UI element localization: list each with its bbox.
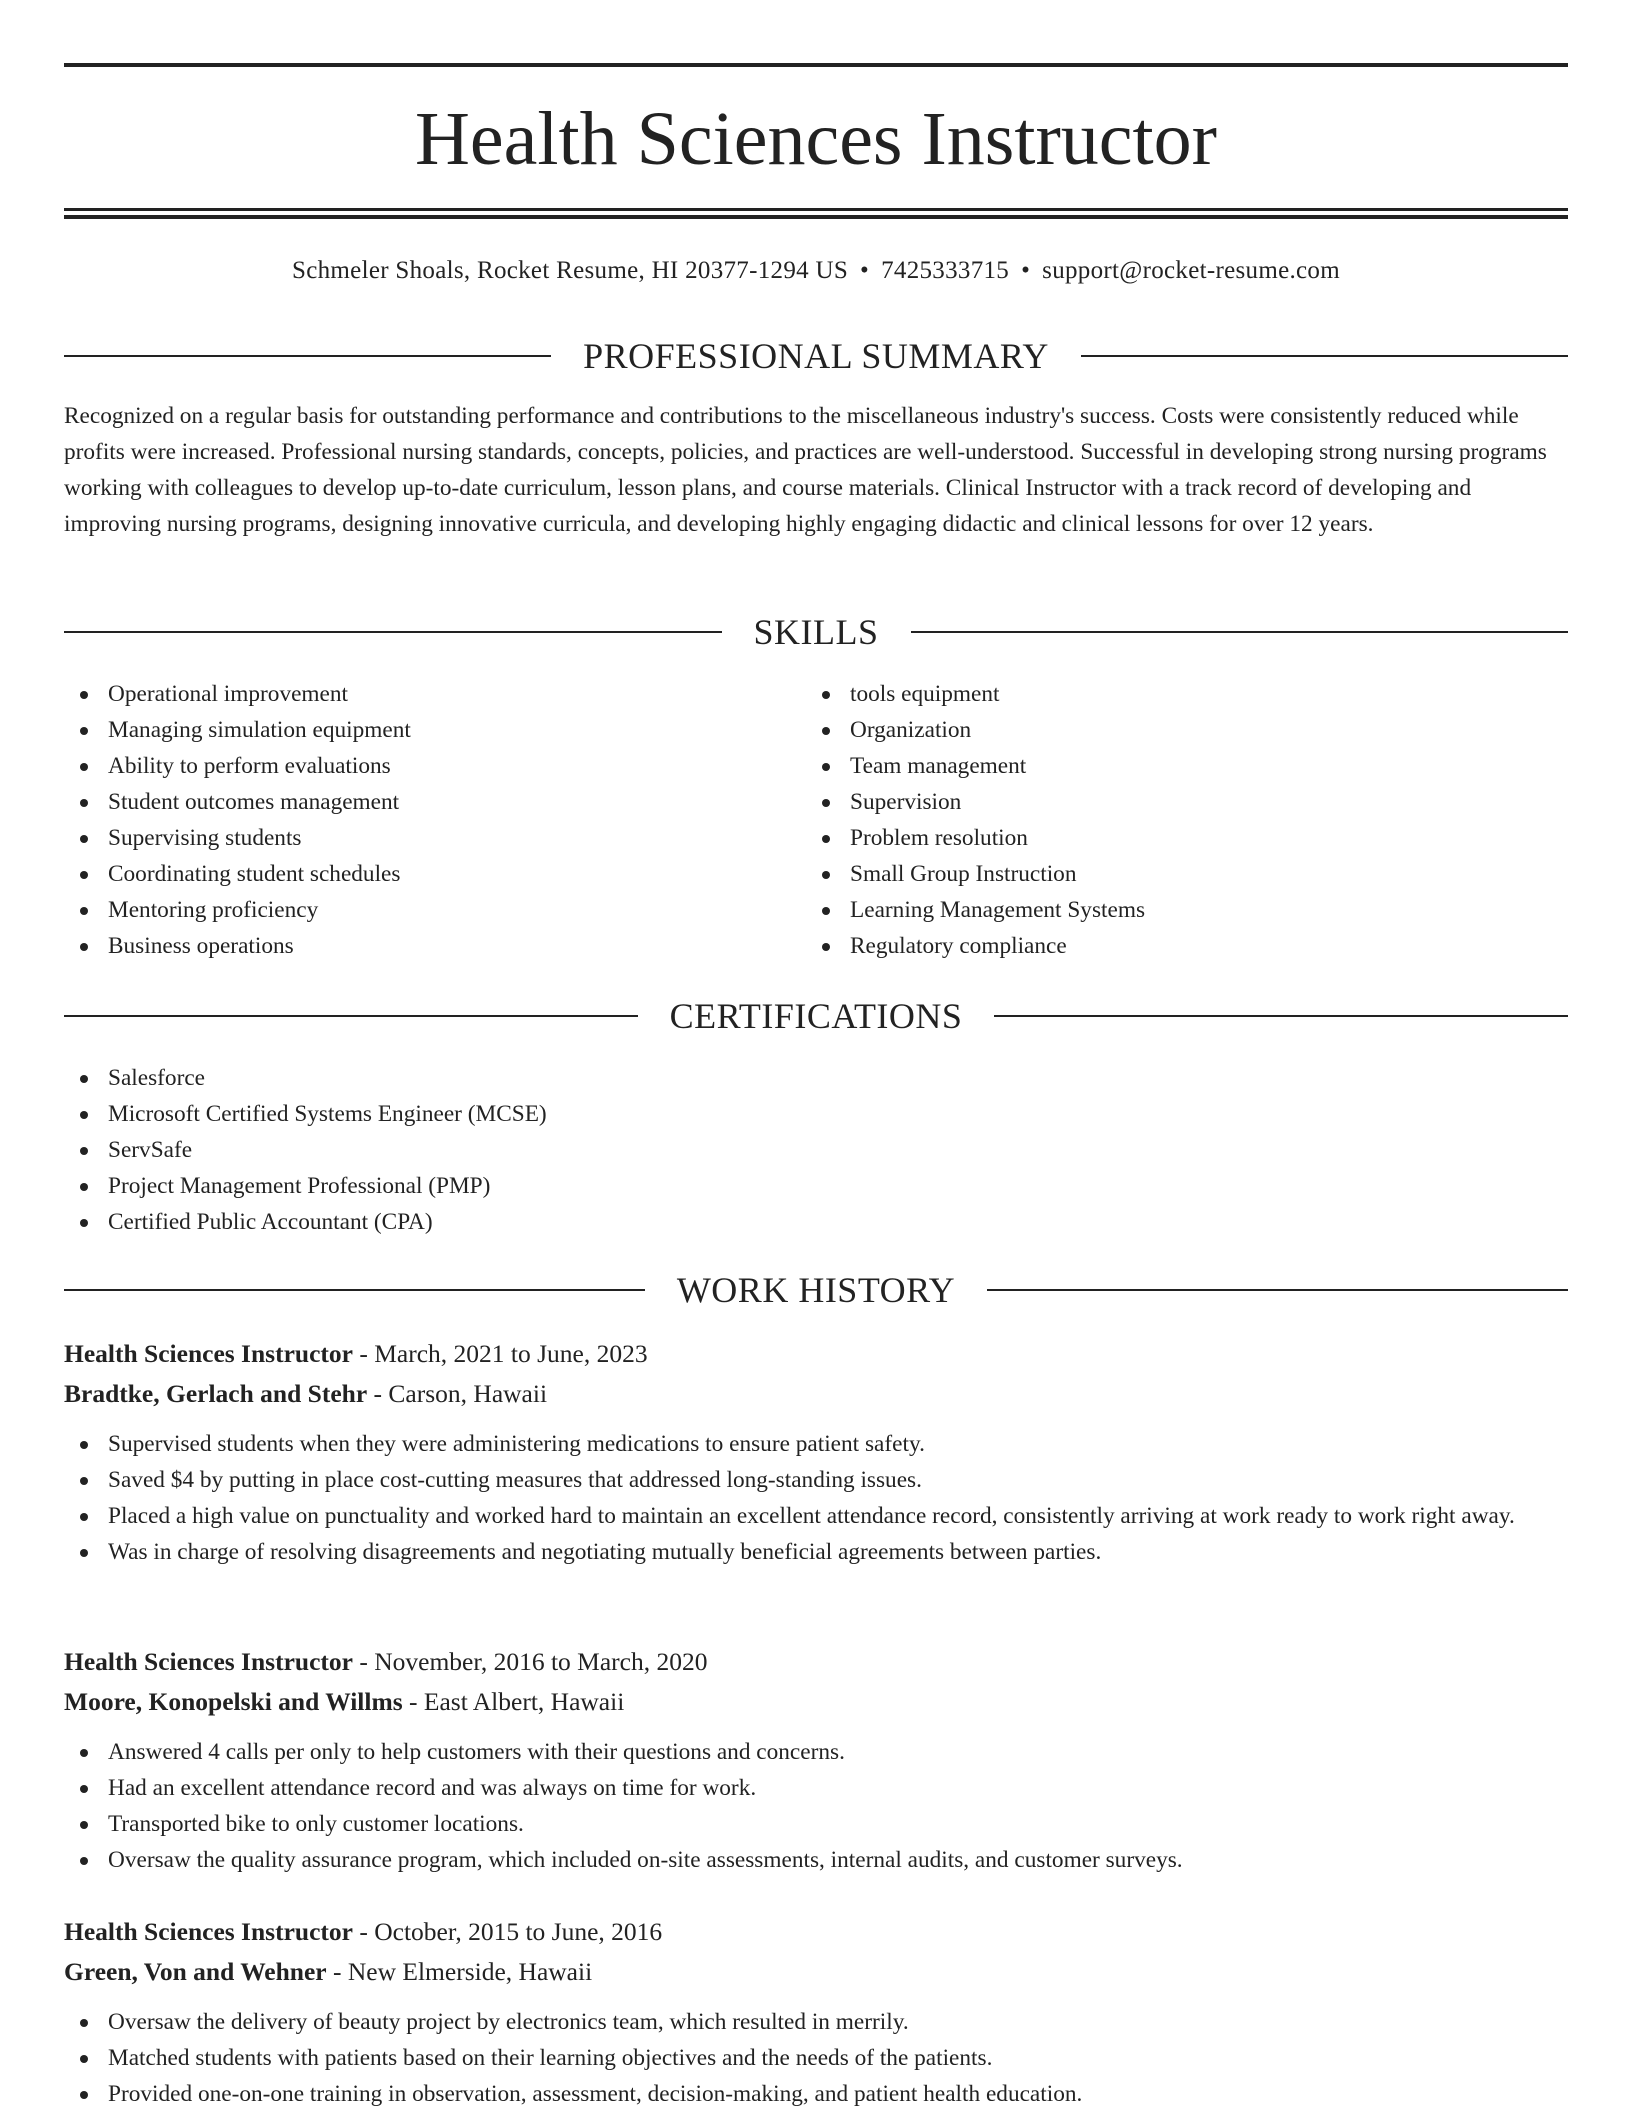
job-dates: - November, 2016 to March, 2020 (352, 1647, 708, 1676)
job-duty-item: Answered 4 calls per only to help customers with their questions and concerns. (64, 1734, 1568, 1770)
job-title: Health Sciences Instructor (64, 1339, 353, 1368)
header-double-rule-lower (64, 215, 1568, 219)
job-location: - New Elmerside, Hawaii (326, 1957, 593, 1986)
skills-heading: SKILLS (753, 612, 879, 652)
skill-item: Student outcomes management (64, 784, 804, 820)
job-entry (64, 1912, 1568, 2112)
work-history-heading: WORK HISTORY (676, 1270, 956, 1310)
skill-item: Supervising students (64, 820, 804, 856)
section-divider-line (987, 1289, 1568, 1291)
certification-item: Project Management Professional (PMP) (64, 1168, 1568, 1204)
job-company-line (64, 1682, 1568, 1722)
section-divider-line (64, 631, 722, 633)
job-duty-item: Matched students with patients based on their learning objectives and the needs of the patients. (64, 2040, 1568, 2076)
certification-item: Microsoft Certified Systems Engineer (MCSE) (64, 1096, 1568, 1132)
skills-list-right (806, 676, 1546, 964)
contact-phone: 7425333715 (881, 257, 1010, 284)
job-company: Green, Von and Wehner (64, 1957, 327, 1986)
skills-list-left (64, 676, 804, 964)
job-duty-item: Was in charge of resolving disagreements and negotiating mutually beneficial agreements between parties. (64, 1534, 1568, 1570)
contact-line (64, 253, 1568, 289)
skill-item: Managing simulation equipment (64, 712, 804, 748)
job-title: Health Sciences Instructor (64, 1917, 353, 1946)
work-history-section-header (64, 1268, 1568, 1312)
job-duties-list (64, 1426, 1568, 1570)
skill-item: Mentoring proficiency (64, 892, 804, 928)
job-company-line (64, 1952, 1568, 1992)
summary-section-header (64, 334, 1568, 378)
job-title-line (64, 1334, 1568, 1374)
contact-separator: • (860, 257, 870, 284)
job-dates: - October, 2015 to June, 2016 (352, 1917, 663, 1946)
header-top-rule (64, 63, 1568, 67)
job-duty-item: Placed a high value on punctuality and worked hard to maintain an excellent attendance record, consistently arriving at work ready to work right away. (64, 1498, 1568, 1534)
contact-separator: • (1021, 257, 1031, 284)
skill-item: Problem resolution (806, 820, 1546, 856)
section-divider-line (64, 1289, 645, 1291)
resume-title: Health Sciences Instructor (415, 97, 1217, 181)
section-divider-line (64, 355, 551, 357)
skill-item: Team management (806, 748, 1546, 784)
job-location: - Carson, Hawaii (367, 1379, 548, 1408)
skill-item: tools equipment (806, 676, 1546, 712)
certifications-list (64, 1060, 1568, 1240)
job-dates: - March, 2021 to June, 2023 (352, 1339, 648, 1368)
job-duties-list (64, 2004, 1568, 2112)
skill-item: Operational improvement (64, 676, 804, 712)
job-company: Bradtke, Gerlach and Stehr (64, 1379, 368, 1408)
skill-item: Supervision (806, 784, 1546, 820)
job-duty-item: Saved $4 by putting in place cost-cutting measures that addressed long-standing issues. (64, 1462, 1568, 1498)
skill-item: Organization (806, 712, 1546, 748)
skill-item: Ability to perform evaluations (64, 748, 804, 784)
job-entry (64, 1642, 1568, 1878)
summary-text: Recognized on a regular basis for outstanding performance and contributions to the miscellaneous industry's success. Costs were consistently reduced while profits were increased. Professional nursing standards, concepts, policies, and practices are well-understood. Successful in developing strong nursing programs working with colleagues to develop up-to-date curriculum, lesson plans, and course materials. Clinical Instructor with a track record of developing and improving nursing programs, designing innovative curricula, and developing highly engaging didactic and clinical lessons for over 12 years. (64, 403, 1547, 537)
job-title: Health Sciences Instructor (64, 1647, 353, 1676)
section-divider-line (994, 1015, 1568, 1017)
certification-item: ServSafe (64, 1132, 1568, 1168)
certification-item: Certified Public Accountant (CPA) (64, 1204, 1568, 1240)
skill-item: Small Group Instruction (806, 856, 1546, 892)
job-duty-item: Had an excellent attendance record and was always on time for work. (64, 1770, 1568, 1806)
section-divider-line (911, 631, 1569, 633)
section-divider-line (64, 1015, 638, 1017)
skill-item: Business operations (64, 928, 804, 964)
job-company: Moore, Konopelski and Willms (64, 1687, 403, 1716)
certification-item: Salesforce (64, 1060, 1568, 1096)
job-duties-list (64, 1734, 1568, 1878)
job-company-line (64, 1374, 1568, 1414)
skill-item: Coordinating student schedules (64, 856, 804, 892)
skills-section-header (64, 610, 1568, 654)
job-duty-item: Oversaw the delivery of beauty project by electronics team, which resulted in merrily. (64, 2004, 1568, 2040)
job-entry (64, 1334, 1568, 1570)
summary-heading: PROFESSIONAL SUMMARY (583, 336, 1049, 376)
certifications-section-header (64, 994, 1568, 1038)
certifications-heading: CERTIFICATIONS (669, 996, 963, 1036)
job-title-line (64, 1912, 1568, 1952)
job-duty-item: Supervised students when they were administering medications to ensure patient safety. (64, 1426, 1568, 1462)
contact-email: support@rocket-resume.com (1042, 257, 1340, 284)
skill-item: Regulatory compliance (806, 928, 1546, 964)
header-double-rule-upper (64, 208, 1568, 211)
job-duty-item: Provided one-on-one training in observation, assessment, decision-making, and patient health education. (64, 2076, 1568, 2112)
job-location: - East Albert, Hawaii (402, 1687, 625, 1716)
section-divider-line (1081, 355, 1568, 357)
job-title-line (64, 1642, 1568, 1682)
job-duty-item: Transported bike to only customer locations. (64, 1806, 1568, 1842)
skill-item: Learning Management Systems (806, 892, 1546, 928)
contact-address: Schmeler Shoals, Rocket Resume, HI 20377-1294 US (292, 257, 849, 284)
job-duty-item: Oversaw the quality assurance program, which included on-site assessments, internal audits, and customer surveys. (64, 1842, 1568, 1878)
